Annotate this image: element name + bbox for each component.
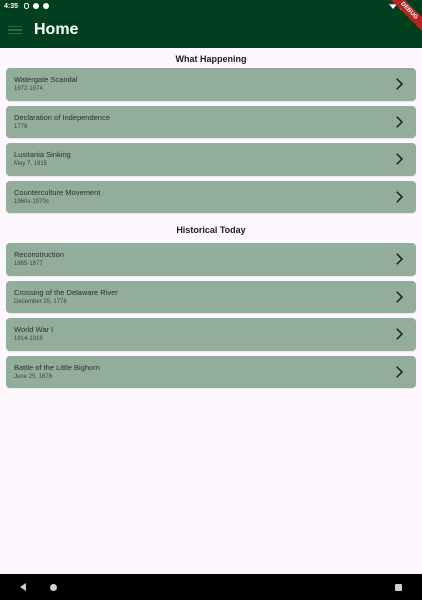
debug-banner: DEBUG bbox=[381, 0, 422, 39]
chevron-right-icon bbox=[390, 250, 408, 268]
chevron-right-icon bbox=[390, 150, 408, 168]
back-icon[interactable] bbox=[20, 583, 26, 591]
list-item-subtitle: December 25, 1776 bbox=[14, 298, 67, 305]
app-bar bbox=[0, 12, 422, 48]
chevron-right-icon bbox=[390, 325, 408, 343]
list-item-title: Watergate Scandal bbox=[14, 75, 78, 85]
section-title-what-happening: What Happening bbox=[175, 54, 247, 64]
page-title: Home bbox=[34, 21, 79, 38]
list-item[interactable] bbox=[6, 318, 416, 351]
list-item-title: Counterculture Movement bbox=[14, 187, 101, 197]
chevron-right-icon bbox=[390, 188, 408, 206]
status-bar bbox=[0, 0, 422, 12]
list-item[interactable] bbox=[6, 68, 416, 101]
list-item-subtitle: 1914-1918 bbox=[14, 336, 43, 343]
list-item[interactable] bbox=[6, 243, 416, 276]
list-item-subtitle: June 25, 1876 bbox=[14, 373, 53, 380]
chevron-right-icon bbox=[390, 363, 408, 381]
list-item-subtitle: 1865-1877 bbox=[14, 261, 43, 268]
system-navigation-bar bbox=[0, 574, 422, 600]
list-item[interactable] bbox=[6, 106, 416, 139]
list-item-subtitle: May 7, 1915 bbox=[14, 161, 48, 168]
section-title-historical-today: Historical Today bbox=[176, 225, 246, 235]
media-icon bbox=[43, 3, 49, 9]
circle-status-icon bbox=[33, 3, 39, 9]
home-icon[interactable] bbox=[50, 584, 57, 591]
list-item-title: Battle of the Little Bighorn bbox=[14, 362, 100, 372]
status-time: 4:35 bbox=[4, 2, 19, 10]
list-item-title: Reconstruction bbox=[14, 250, 65, 260]
chevron-right-icon bbox=[390, 288, 408, 306]
chevron-right-icon bbox=[390, 113, 408, 131]
list-item[interactable] bbox=[6, 181, 416, 214]
list-item[interactable] bbox=[6, 143, 416, 176]
hourglass-icon bbox=[24, 3, 29, 9]
list-item-subtitle: 1776 bbox=[14, 123, 28, 130]
list-item-title: Declaration of Independence bbox=[14, 112, 110, 122]
list-item-title: Crossing of the Delaware River bbox=[14, 287, 118, 297]
list-item[interactable] bbox=[6, 281, 416, 314]
main-content bbox=[0, 48, 422, 393]
list-item-title: World War I bbox=[14, 325, 54, 335]
hamburger-menu-icon[interactable] bbox=[8, 24, 22, 37]
list-item[interactable] bbox=[6, 356, 416, 389]
list-item-subtitle: 1960s-1970s bbox=[14, 198, 49, 205]
recent-apps-icon[interactable] bbox=[395, 584, 402, 591]
list-item-subtitle: 1972-1974 bbox=[14, 86, 43, 93]
chevron-right-icon bbox=[390, 75, 408, 93]
list-item-title: Lusitania Sinking bbox=[14, 150, 71, 160]
